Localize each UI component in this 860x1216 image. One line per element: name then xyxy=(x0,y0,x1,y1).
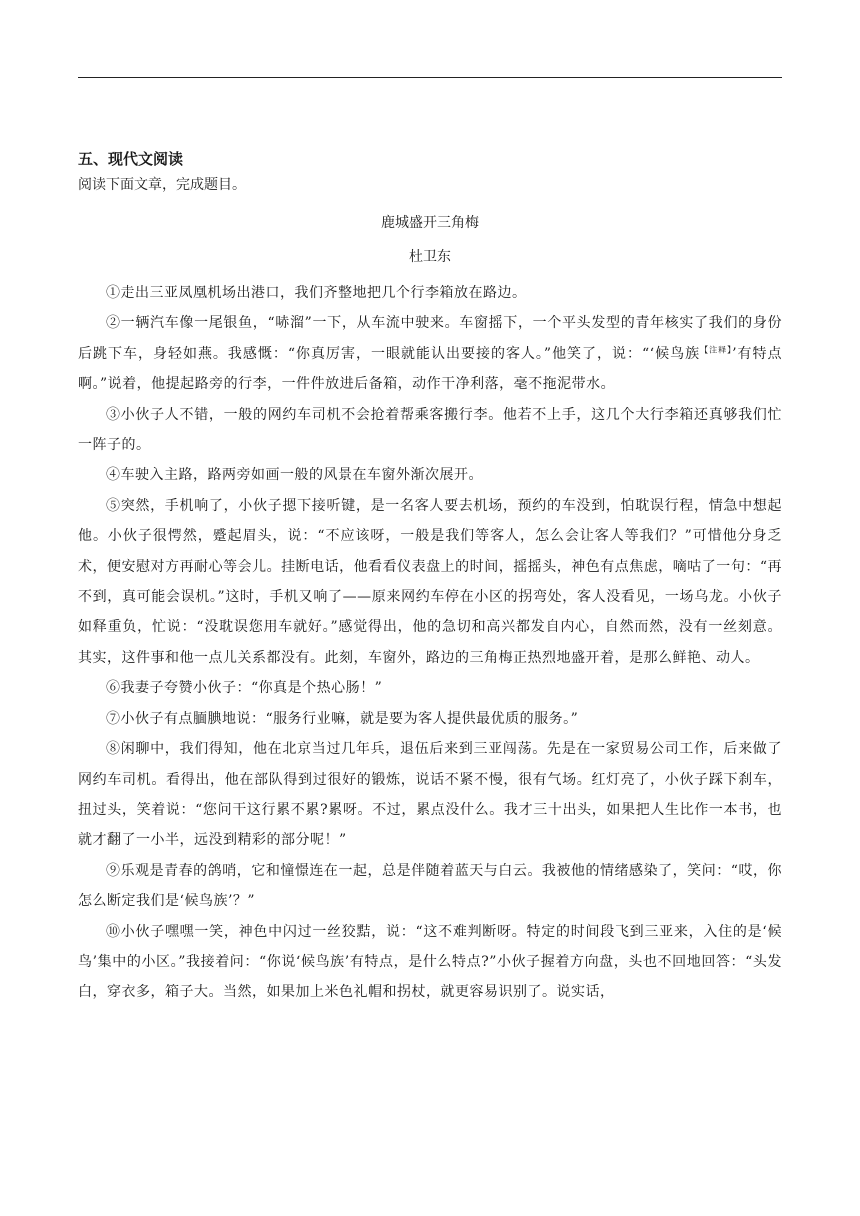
page-content xyxy=(78,146,782,1008)
article-author: 杜卫东 xyxy=(409,249,451,265)
paragraph-7: ⑦小伙子有点腼腆地说：“服务行业嘛，就是要为客人提供最优质的服务。” xyxy=(106,710,579,727)
paragraph-9: ⑨乐观是青春的鸽哨，它和憧憬连在一起，总是伴随着蓝天与白云。我被他的情绪感染了，笑问：“哎，你怎么断定我们是‘候鸟族’？” xyxy=(78,862,782,910)
paragraph-8: ⑧闲聊中，我们得知，他在北京当过几年兵，退伍后来到三亚闯荡。先是在一家贸易公司工作，后来做了网约车司机。看得出，他在部队得到过很好的锻炼，说话不紧不慢，很有气场。红灯亮了，小伙子踩下刹车，扭过头，笑着说：“您问干这行累不累?累呀。不过，累点没什么。我才三十出头，如果把人生比作一本书，也就才翻了一小半，远没到精彩的部分呢！” xyxy=(78,741,782,849)
paragraph-1: ①走出三亚凤凰机场出港口，我们齐整地把几个行李箱放在路边。 xyxy=(106,285,527,301)
section-heading: 五、现代文阅读 xyxy=(78,150,184,168)
paragraph-3: ③小伙子人不错，一般的网约车司机不会抢着帮乘客搬行李。他若不上手，这几个大行李箱还真够我们忙一阵子的。 xyxy=(78,406,782,454)
header-rule xyxy=(78,77,782,78)
paragraph-5: ⑤突然，手机响了，小伙子摁下接听键，是一名客人要去机场，预约的车没到，怕耽误行程，情急中想起他。小伙子很愕然，蹙起眉头，说：“不应该呀，一般是我们等客人，怎么会让客人等我们？”可惜他分身乏术，便安慰对方再耐心等会儿。挂断电话，他看看仪表盘上的时间，摇摇头，神色有点焦虑，嘀咕了一句：“再不到，真可能会误机。”这时，手机又响了——原来网约车停在小区的拐弯处，客人没看见，一场乌龙。小伙子如释重负，忙说：“没耽误您用车就好。”感觉得出，他的急切和高兴都发自内心，自然而然，没有一丝刻意。其实，这件事和他一点儿关系都没有。此刻，车窗外，路边的三角梅正热烈地盛开着，是那么鲜艳、动人。 xyxy=(78,497,782,666)
paragraph-2-before: ②一辆汽车像一尾银鱼，“哧溜”一下，从车流中驶来。车窗摇下，一个平头发型的青年核实了我们的身份后跳下车，身轻如燕。我感慨：“你真厉害，一眼就能认出要接的客人。”他笑了，说：“‘候鸟族 xyxy=(78,315,782,362)
paragraph-2-after: ’有特点啊。”说着，他提起路旁的行李，一件件放进后备箱，动作干净利落，毫不拖泥带水。 xyxy=(78,345,783,393)
paragraph-4: ④车驶入主路，路两旁如画一般的风景在车窗外渐次展开。 xyxy=(106,467,483,484)
paragraph-2 xyxy=(78,308,782,399)
paragraph-6: ⑥我妻子夸赞小伙子：“你真是个热心肠！” xyxy=(106,680,383,697)
paragraph-10: ⑩小伙子嘿嘿一笑，神色中闪过一丝狡黠，说：“这不难判断呀。特定的时间段飞到三亚来，入住的是‘候鸟’集中的小区。”我接着问：“你说‘候鸟族’有特点，是什么特点?”小伙子握着方向盘，头也不回地回答：“头发白，穿衣多，箱子大。当然，如果加上米色礼帽和拐杖，就更容易识别了。说实话， xyxy=(78,923,782,1001)
article-title: 鹿城盛开三角梅 xyxy=(381,215,479,231)
instruction-text: 阅读下面文章，完成题目。 xyxy=(78,177,246,193)
annotation-mark: 【注释】 xyxy=(700,345,733,355)
